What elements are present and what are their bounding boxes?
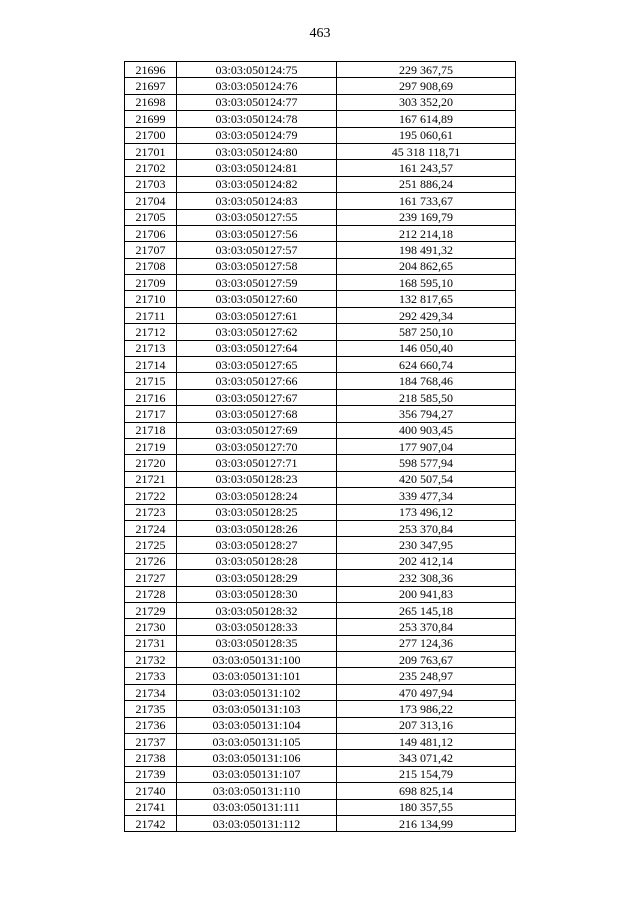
cadastral-number-cell: 03:03:050128:32 xyxy=(177,602,337,618)
value-cell: 161 243,57 xyxy=(337,160,516,176)
cadastral-number-cell: 03:03:050131:100 xyxy=(177,652,337,668)
row-number-cell: 21723 xyxy=(125,504,177,520)
table-row xyxy=(125,143,516,159)
cadastral-number-cell: 03:03:050128:35 xyxy=(177,635,337,651)
value-cell: 216 134,99 xyxy=(337,815,516,831)
value-cell: 146 050,40 xyxy=(337,340,516,356)
cadastral-number-cell: 03:03:050128:28 xyxy=(177,553,337,569)
table-row xyxy=(125,193,516,209)
row-number-cell: 21701 xyxy=(125,143,177,159)
value-cell: 207 313,16 xyxy=(337,717,516,733)
row-number-cell: 21718 xyxy=(125,422,177,438)
row-number-cell: 21709 xyxy=(125,275,177,291)
row-number-cell: 21721 xyxy=(125,471,177,487)
table-row xyxy=(125,684,516,700)
row-number-cell: 21742 xyxy=(125,815,177,831)
row-number-cell: 21734 xyxy=(125,684,177,700)
cadastral-number-cell: 03:03:050131:106 xyxy=(177,750,337,766)
value-cell: 45 318 118,71 xyxy=(337,143,516,159)
row-number-cell: 21735 xyxy=(125,701,177,717)
table-row xyxy=(125,307,516,323)
value-cell: 202 412,14 xyxy=(337,553,516,569)
value-cell: 235 248,97 xyxy=(337,668,516,684)
table-row xyxy=(125,783,516,799)
table-row xyxy=(125,127,516,143)
value-cell: 303 352,20 xyxy=(337,94,516,110)
table-row xyxy=(125,242,516,258)
value-cell: 132 817,65 xyxy=(337,291,516,307)
row-number-cell: 21725 xyxy=(125,537,177,553)
table-row xyxy=(125,78,516,94)
cadastral-number-cell: 03:03:050131:103 xyxy=(177,701,337,717)
row-number-cell: 21700 xyxy=(125,127,177,143)
row-number-cell: 21715 xyxy=(125,373,177,389)
row-number-cell: 21711 xyxy=(125,307,177,323)
table-row xyxy=(125,586,516,602)
row-number-cell: 21697 xyxy=(125,78,177,94)
table-row xyxy=(125,438,516,454)
table-row xyxy=(125,406,516,422)
value-cell: 587 250,10 xyxy=(337,324,516,340)
table-row xyxy=(125,62,516,78)
cadastral-number-cell: 03:03:050128:27 xyxy=(177,537,337,553)
value-cell: 195 060,61 xyxy=(337,127,516,143)
cadastral-number-cell: 03:03:050124:82 xyxy=(177,176,337,192)
cadastral-number-cell: 03:03:050128:25 xyxy=(177,504,337,520)
cadastral-number-cell: 03:03:050128:24 xyxy=(177,488,337,504)
value-cell: 180 357,55 xyxy=(337,799,516,815)
value-cell: 173 986,22 xyxy=(337,701,516,717)
value-cell: 343 071,42 xyxy=(337,750,516,766)
table-row xyxy=(125,553,516,569)
cadastral-number-cell: 03:03:050124:75 xyxy=(177,62,337,78)
cadastral-number-cell: 03:03:050128:33 xyxy=(177,619,337,635)
cadastral-number-cell: 03:03:050127:71 xyxy=(177,455,337,471)
data-table xyxy=(124,61,516,832)
row-number-cell: 21730 xyxy=(125,619,177,635)
table-row xyxy=(125,389,516,405)
cadastral-number-cell: 03:03:050124:79 xyxy=(177,127,337,143)
value-cell: 149 481,12 xyxy=(337,734,516,750)
table-row xyxy=(125,258,516,274)
value-cell: 168 595,10 xyxy=(337,275,516,291)
value-cell: 339 477,34 xyxy=(337,488,516,504)
table-row xyxy=(125,357,516,373)
table-body xyxy=(125,62,516,832)
row-number-cell: 21710 xyxy=(125,291,177,307)
cadastral-number-cell: 03:03:050128:30 xyxy=(177,586,337,602)
row-number-cell: 21699 xyxy=(125,111,177,127)
value-cell: 470 497,94 xyxy=(337,684,516,700)
table-row xyxy=(125,619,516,635)
cadastral-number-cell: 03:03:050124:81 xyxy=(177,160,337,176)
value-cell: 198 491,32 xyxy=(337,242,516,258)
table-row xyxy=(125,635,516,651)
table-row xyxy=(125,471,516,487)
cadastral-number-cell: 03:03:050124:83 xyxy=(177,193,337,209)
table-row xyxy=(125,160,516,176)
cadastral-number-cell: 03:03:050124:78 xyxy=(177,111,337,127)
cadastral-number-cell: 03:03:050127:68 xyxy=(177,406,337,422)
row-number-cell: 21714 xyxy=(125,357,177,373)
row-number-cell: 21727 xyxy=(125,570,177,586)
row-number-cell: 21716 xyxy=(125,389,177,405)
cadastral-number-cell: 03:03:050128:26 xyxy=(177,520,337,536)
table-row xyxy=(125,111,516,127)
row-number-cell: 21733 xyxy=(125,668,177,684)
cadastral-number-cell: 03:03:050131:107 xyxy=(177,766,337,782)
table-row xyxy=(125,570,516,586)
cadastral-number-cell: 03:03:050128:23 xyxy=(177,471,337,487)
table-row xyxy=(125,225,516,241)
table-row xyxy=(125,209,516,225)
row-number-cell: 21708 xyxy=(125,258,177,274)
table-row xyxy=(125,373,516,389)
value-cell: 215 154,79 xyxy=(337,766,516,782)
row-number-cell: 21717 xyxy=(125,406,177,422)
row-number-cell: 21729 xyxy=(125,602,177,618)
table-row xyxy=(125,291,516,307)
row-number-cell: 21726 xyxy=(125,553,177,569)
table-row xyxy=(125,602,516,618)
row-number-cell: 21707 xyxy=(125,242,177,258)
cadastral-number-cell: 03:03:050131:110 xyxy=(177,783,337,799)
value-cell: 253 370,84 xyxy=(337,619,516,635)
row-number-cell: 21719 xyxy=(125,438,177,454)
table-row xyxy=(125,455,516,471)
value-cell: 167 614,89 xyxy=(337,111,516,127)
table-row xyxy=(125,701,516,717)
value-cell: 161 733,67 xyxy=(337,193,516,209)
row-number-cell: 21731 xyxy=(125,635,177,651)
value-cell: 232 308,36 xyxy=(337,570,516,586)
table-row xyxy=(125,717,516,733)
value-cell: 356 794,27 xyxy=(337,406,516,422)
row-number-cell: 21738 xyxy=(125,750,177,766)
value-cell: 277 124,36 xyxy=(337,635,516,651)
row-number-cell: 21728 xyxy=(125,586,177,602)
cadastral-number-cell: 03:03:050128:29 xyxy=(177,570,337,586)
cadastral-number-cell: 03:03:050127:55 xyxy=(177,209,337,225)
row-number-cell: 21737 xyxy=(125,734,177,750)
value-cell: 400 903,45 xyxy=(337,422,516,438)
cadastral-number-cell: 03:03:050127:70 xyxy=(177,438,337,454)
value-cell: 698 825,14 xyxy=(337,783,516,799)
value-cell: 218 585,50 xyxy=(337,389,516,405)
row-number-cell: 21698 xyxy=(125,94,177,110)
cadastral-number-cell: 03:03:050124:77 xyxy=(177,94,337,110)
table-row xyxy=(125,537,516,553)
table-row xyxy=(125,520,516,536)
table-row xyxy=(125,340,516,356)
value-cell: 200 941,83 xyxy=(337,586,516,602)
table-row xyxy=(125,750,516,766)
value-cell: 624 660,74 xyxy=(337,357,516,373)
row-number-cell: 21703 xyxy=(125,176,177,192)
cadastral-number-cell: 03:03:050127:58 xyxy=(177,258,337,274)
table-row xyxy=(125,94,516,110)
cadastral-number-cell: 03:03:050131:104 xyxy=(177,717,337,733)
value-cell: 251 886,24 xyxy=(337,176,516,192)
table-row xyxy=(125,668,516,684)
table-row xyxy=(125,176,516,192)
cadastral-number-cell: 03:03:050131:112 xyxy=(177,815,337,831)
value-cell: 253 370,84 xyxy=(337,520,516,536)
row-number-cell: 21713 xyxy=(125,340,177,356)
row-number-cell: 21705 xyxy=(125,209,177,225)
cadastral-number-cell: 03:03:050127:64 xyxy=(177,340,337,356)
cadastral-number-cell: 03:03:050127:56 xyxy=(177,225,337,241)
table-row xyxy=(125,799,516,815)
cadastral-number-cell: 03:03:050131:111 xyxy=(177,799,337,815)
value-cell: 209 763,67 xyxy=(337,652,516,668)
value-cell: 177 907,04 xyxy=(337,438,516,454)
cadastral-number-cell: 03:03:050127:65 xyxy=(177,357,337,373)
row-number-cell: 21741 xyxy=(125,799,177,815)
value-cell: 184 768,46 xyxy=(337,373,516,389)
cadastral-number-cell: 03:03:050131:101 xyxy=(177,668,337,684)
value-cell: 212 214,18 xyxy=(337,225,516,241)
value-cell: 229 367,75 xyxy=(337,62,516,78)
value-cell: 239 169,79 xyxy=(337,209,516,225)
cadastral-number-cell: 03:03:050131:105 xyxy=(177,734,337,750)
row-number-cell: 21722 xyxy=(125,488,177,504)
cadastral-number-cell: 03:03:050124:76 xyxy=(177,78,337,94)
row-number-cell: 21736 xyxy=(125,717,177,733)
table-row xyxy=(125,815,516,831)
value-cell: 230 347,95 xyxy=(337,537,516,553)
cadastral-number-cell: 03:03:050127:69 xyxy=(177,422,337,438)
page-number: 463 xyxy=(309,26,331,41)
row-number-cell: 21702 xyxy=(125,160,177,176)
cadastral-number-cell: 03:03:050124:80 xyxy=(177,143,337,159)
value-cell: 297 908,69 xyxy=(337,78,516,94)
value-cell: 173 496,12 xyxy=(337,504,516,520)
table-row xyxy=(125,652,516,668)
cadastral-number-cell: 03:03:050127:62 xyxy=(177,324,337,340)
table-row xyxy=(125,488,516,504)
cadastral-number-cell: 03:03:050127:59 xyxy=(177,275,337,291)
row-number-cell: 21732 xyxy=(125,652,177,668)
cadastral-number-cell: 03:03:050127:57 xyxy=(177,242,337,258)
value-cell: 292 429,34 xyxy=(337,307,516,323)
row-number-cell: 21739 xyxy=(125,766,177,782)
value-cell: 420 507,54 xyxy=(337,471,516,487)
cadastral-number-cell: 03:03:050127:60 xyxy=(177,291,337,307)
cadastral-number-cell: 03:03:050127:67 xyxy=(177,389,337,405)
value-cell: 598 577,94 xyxy=(337,455,516,471)
row-number-cell: 21696 xyxy=(125,62,177,78)
row-number-cell: 21720 xyxy=(125,455,177,471)
value-cell: 265 145,18 xyxy=(337,602,516,618)
table-row xyxy=(125,766,516,782)
row-number-cell: 21704 xyxy=(125,193,177,209)
row-number-cell: 21724 xyxy=(125,520,177,536)
cadastral-number-cell: 03:03:050131:102 xyxy=(177,684,337,700)
row-number-cell: 21712 xyxy=(125,324,177,340)
row-number-cell: 21740 xyxy=(125,783,177,799)
table-row xyxy=(125,275,516,291)
value-cell: 204 862,65 xyxy=(337,258,516,274)
row-number-cell: 21706 xyxy=(125,225,177,241)
table-row xyxy=(125,422,516,438)
cadastral-number-cell: 03:03:050127:61 xyxy=(177,307,337,323)
table-row xyxy=(125,324,516,340)
cadastral-number-cell: 03:03:050127:66 xyxy=(177,373,337,389)
table-row xyxy=(125,734,516,750)
table-row xyxy=(125,504,516,520)
